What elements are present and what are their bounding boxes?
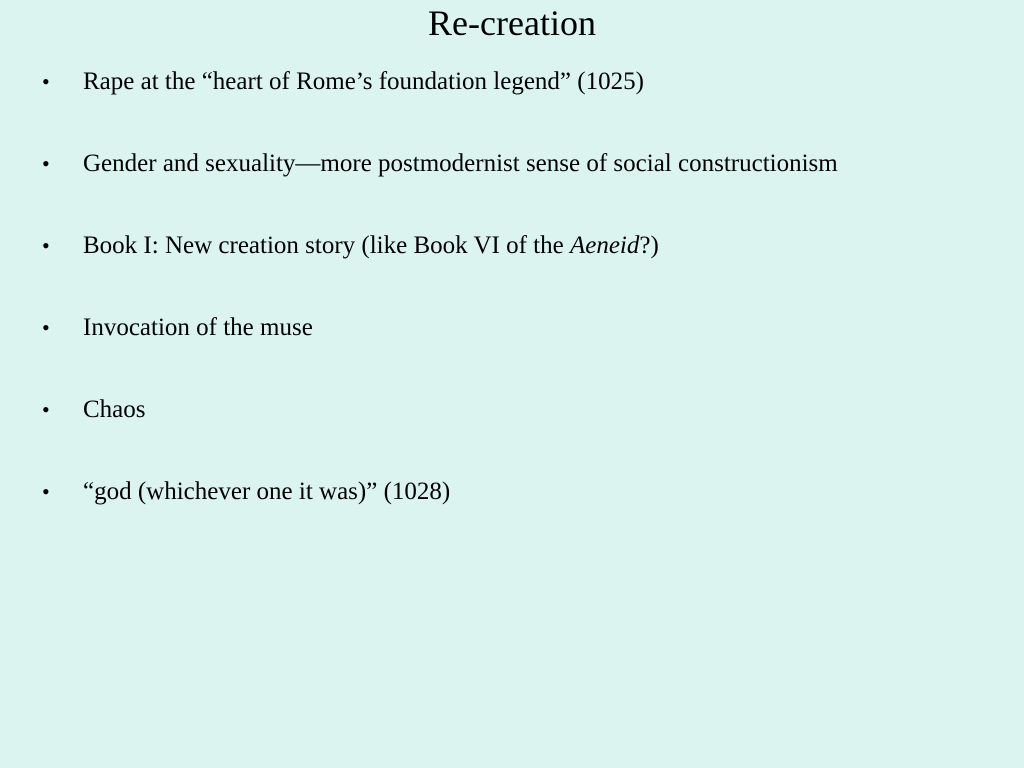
bullet-icon: •: [42, 233, 50, 258]
italic-work-title: Aeneid: [569, 232, 640, 259]
bullet-text: Rape at the “heart of Rome’s foundation legend” (1025): [83, 68, 644, 95]
bullet-item: [0, 474, 1024, 510]
bullet-icon: •: [42, 397, 50, 422]
bullet-text: Invocation of the muse: [83, 314, 313, 341]
bullet-item: [0, 228, 1024, 264]
bullet-item: [0, 64, 1024, 100]
slide-title: Re-creation: [428, 3, 596, 43]
bullet-text: [83, 228, 659, 264]
bullet-icon: •: [42, 315, 50, 340]
bullet-icon: •: [42, 151, 50, 176]
bullet-item: [0, 392, 1024, 428]
bullet-icon: •: [42, 69, 50, 94]
bullet-text: “god (whichever one it was)” (1028): [83, 478, 451, 505]
bullet-item: [0, 146, 1024, 182]
bullet-icon: •: [42, 479, 50, 504]
bullet-item: [0, 310, 1024, 346]
bullet-text: Gender and sexuality—more postmodernist sense of social constructionism: [83, 150, 838, 177]
bullet-text-part: Book I: New creation story (like Book VI of the: [83, 232, 570, 259]
bullet-text-part: ?): [639, 232, 659, 259]
bullet-text: Chaos: [83, 396, 146, 423]
